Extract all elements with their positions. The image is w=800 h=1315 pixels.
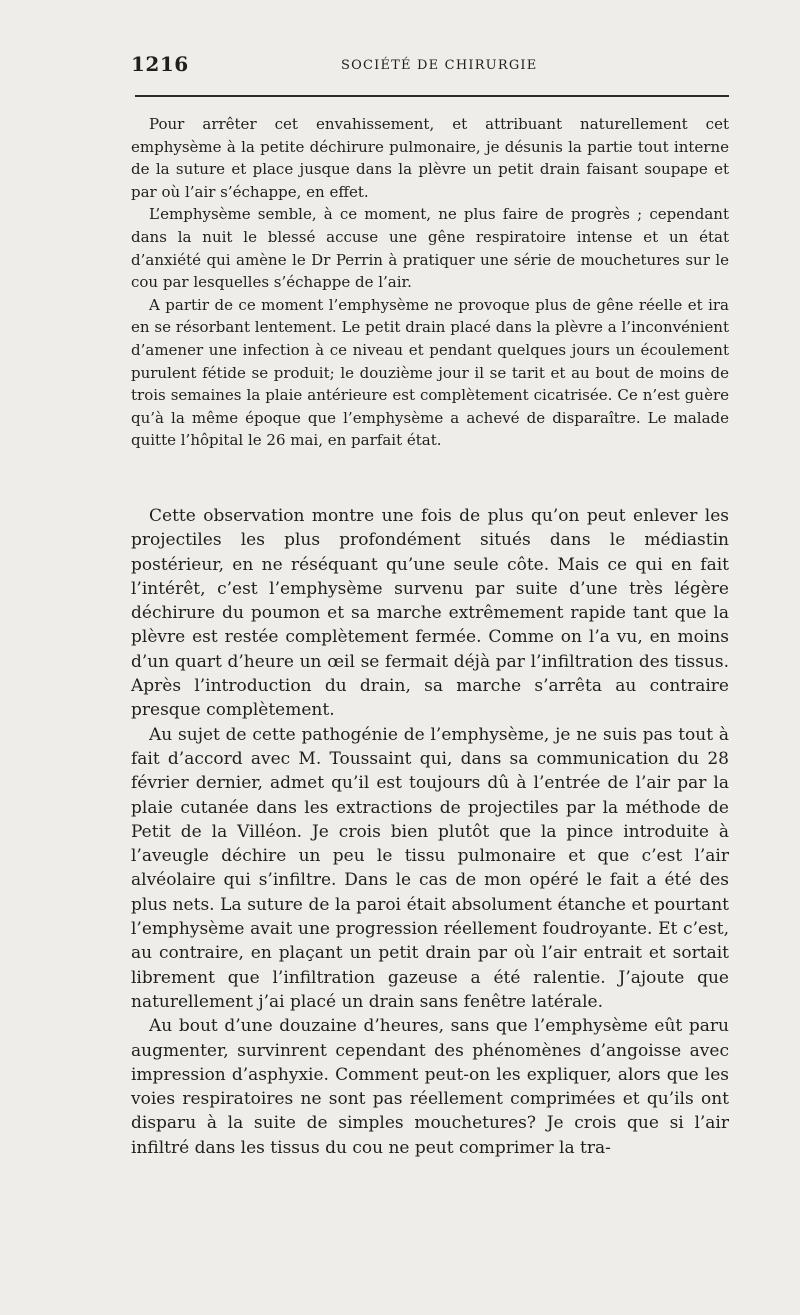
paragraph: Au bout d’une douzaine d’heures, sans que l’emphysème eût paru augmenter, survinrent cependant des phénomènes d’angoisse avec impression d’asphyxie. Comment peut-on les expliquer, alors que les voies respiratoires ne sont pas réellement comprimées et qu’ils ont disparu à la suite de simples mouchetures? Je crois que si l’air infiltré dans les tissus du cou ne peut comprimer la tra- — [131, 1016, 729, 1158]
header-rule — [135, 95, 729, 97]
running-head: SOCIÉTÉ DE CHIRURGIE — [341, 58, 538, 73]
page-number: 1216 — [131, 52, 189, 76]
paragraph: Pour arrêter cet envahissement, et attribuant naturellement cet emphysème à la petite déchirure pulmonaire, je désunis la partie tout interne de la suture et place jusque dans la plèvre un petit drain faisant soupape et par où l’air s’échappe, en effet. — [131, 115, 729, 201]
paragraph: Cette observation montre une fois de plus qu’on peut enlever les projectiles les plus profondément situés dans le médiastin postérieur, en ne réséquant qu’une seule côte. Mais ce qui en fait l’intérêt, c’est l’emphysème survenu par suite d’une très légère déchirure du poumon et sa marche extrêmement rapide tant que la plèvre est restée complètement fermée. Comme on l’a vu, en moins d’un quart d’heure un œil se fermait déjà par l’infiltration des tissus. Après l’introduction du drain, sa marche s’arrêta au contraire presque complètement. — [131, 506, 729, 721]
case-report-text — [131, 113, 729, 452]
paragraph: L’emphysème semble, à ce moment, ne plus faire de progrès ; cependant dans la nuit le blessé accuse une gêne respiratoire intense et un état d’anxiété qui amène le Dr Perrin à pratiquer une série de mouchetures sur le cou par lesquelles s’échappe de l’air. — [131, 205, 729, 292]
discussion-text — [131, 504, 729, 1160]
paragraph: Au sujet de cette pathogénie de l’emphysème, je ne suis pas tout à fait d’accord avec M. Toussaint qui, dans sa communication du 28 février dernier, admet qu’il est toujours dû à l’entrée de l’air par la plaie cutanée dans les extractions de projectiles par la méthode de Petit de la Villéon. Je crois bien plutôt que la pince introduite à l’aveugle déchire un peu le tissu pulmonaire et que c’est l’air alvéolaire qui s’infiltre. Dans le cas de mon opéré le fait a été des plus nets. La suture de la paroi était absolument étanche et pourtant l’emphysème avait une progression réellement foudroyante. Et c’est, au contraire, en plaçant un petit drain par où l’air entrait et sortait librement que l’infiltration gazeuse a été ralentie. J’ajoute que naturellement j’ai placé un drain sans fenêtre latérale. — [131, 724, 729, 1012]
paragraph: A partir de ce moment l’emphysème ne provoque plus de gêne réelle et ira en se résorbant lentement. Le petit drain placé dans la plèvre a l’inconvénient d’amener une infection à ce niveau et pendant quelques jours un écoulement purulent fétide se produit; le douzième jour il se tarit et au bout de moins de trois semaines la plaie antérieure est complètement cicatrisée. Ce n’est guère qu’à la même époque que l’emphysème a achevé de disparaître. Le malade quitte l’hôpital le 26 mai, en parfait état. — [131, 295, 729, 450]
page-header — [131, 52, 729, 78]
